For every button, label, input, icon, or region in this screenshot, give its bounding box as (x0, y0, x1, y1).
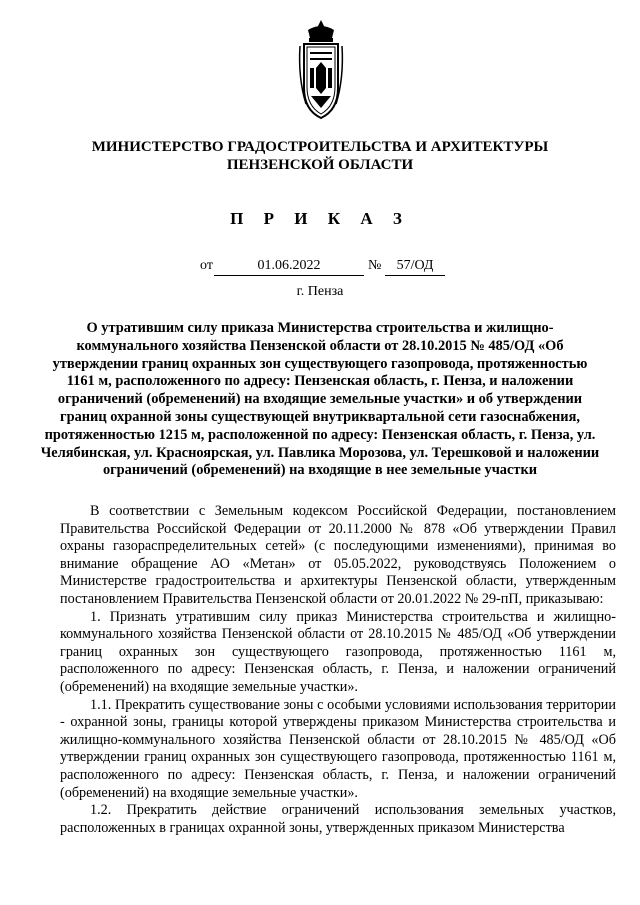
paragraph-1-1: 1.1. Прекратить существование зоны с особыми условиями использования территории - охранной зоны, границы которой утверждены приказом Министерства строительства и жилищно-коммунального хозяйства Пензенской области от 28.10.2015 № 485/ОД «Об утверждении границ охранных зон существующего газопровода, протяженностью 1161 м, расположенного по адресу: Пензенская область, г. Пенза, и наложении ограничений (обременений) на входящие земельные участки». (60, 696, 616, 801)
ministry-line-2: ПЕНЗЕНСКОЙ ОБЛАСТИ (226, 157, 414, 173)
paragraph-1-2: 1.2. Прекратить действие ограничений использования земельных участков, расположенных в границах охранной зоны, утвержденных приказом Министерства (60, 802, 616, 836)
date-prefix: от (200, 258, 213, 273)
ministry-name (60, 138, 580, 174)
paragraph-1: 1. Признать утратившим силу приказ Министерства строительства и жилищно-коммунального хозяйства Пензенской области от 28.10.2015 № 485/ОД «Об утверждении границ охранных зон существующего газопровода, протяженностью 1161 м, расположенного по адресу: Пензенская область, г. Пенза, и наложении ограничений (обременений) на входящие земельные участки». (60, 608, 616, 695)
number-prefix: № (368, 258, 382, 273)
document-number: 57/ОД (385, 258, 445, 276)
city: г. Пенза (296, 284, 344, 299)
paragraph-preamble: В соответствии с Земельным кодексом Российской Федерации, постановлением Правительства Российской Федерации от 20.11.2000 № 878 «Об утверждении Правил охраны газораспределительных сетей» (с последующими изменениями), принимая во внимание обращение АО «Метан» от 05.05.2022, руководствуясь Положением о Министерстве градостроительства и архитектуры Пензенской области, утвержденным постановлением Правительства Пензенской области от 20.01.2022 № 29-пП, приказываю: (60, 503, 616, 607)
document-date: 01.06.2022 (214, 258, 364, 276)
penza-coat-of-arms-icon (296, 18, 346, 122)
document-body (60, 503, 616, 837)
date-number-line (200, 258, 460, 278)
document-title: О утратившим силу приказа Министерства строительства и жилищно-коммунального хозяйства Пензенской области от 28.10.2015 № 485/ОД «Об утверждении границ охранных зон существующего газопровода, протяженностью 1161 м, расположенного по адресу: Пензенская область, г. Пенза, и наложении ограничений (обременений) на входящие земельные участки» и об утверждении границ охранной зоны существующей внутриквартальной сети газоснабжения, протяженностью 1215 м, расположенной по адресу: Пензенская область, г. Пенза, ул. Челябинская, ул. Красноярская, ул. Павлика Морозова, ул. Терешковой и наложении ограничений (обременений) на входящие в нее земельные участки (40, 320, 600, 479)
ministry-line-1: МИНИСТЕРСТВО ГРАДОСТРОИТЕЛЬСТВА И АРХИТЕКТУРЫ (91, 139, 549, 155)
document-type: П Р И К А З (230, 209, 410, 228)
